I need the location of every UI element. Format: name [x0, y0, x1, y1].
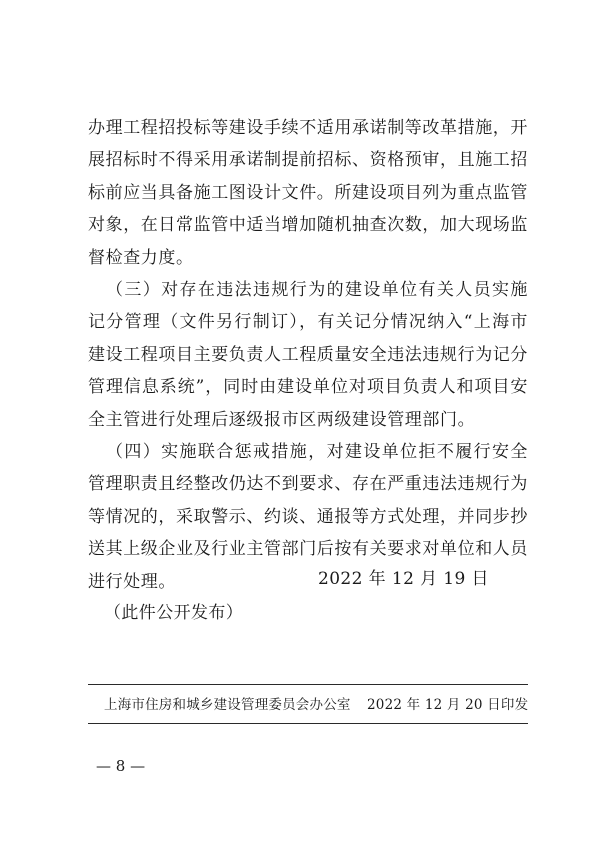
- text-line: 采取警示、约谈、通报等方式处理，并同步抄送其上级企业及: [88, 506, 528, 560]
- text-line: 管理（文件另行制订），有关记分情况纳入“上海市建设工程项: [88, 312, 528, 365]
- document-body: [88, 112, 528, 598]
- document-date: 2022 年 12 月 19 日: [318, 569, 489, 589]
- text-line: （三）对存在违法违规行为的建设单位有关人员实施记分: [88, 280, 528, 333]
- text-line: 标时不得采用承诺制提前招标、资格预审，且施工招标前应当: [88, 150, 529, 203]
- publication-note: （此件公开发布）: [104, 603, 244, 623]
- footer-bottom-rule: [88, 723, 528, 724]
- text-line: 监管中适当增加随机抽查次数，加大现场监督检查力度。: [88, 215, 529, 268]
- paragraph-item-3: [88, 274, 528, 436]
- paragraph-continued: [88, 112, 528, 274]
- text-line: 办理工程招投标等建设手续不适用承诺制等改革措施，开展招: [88, 118, 528, 171]
- text-line: 具备施工图设计文件。所建设项目列为重点监管对象，在日常: [88, 182, 529, 236]
- issuing-office: 上海市住房和城乡建设管理委员会办公室: [104, 697, 351, 713]
- footer-top-rule: [88, 684, 528, 685]
- text-line: 报市区两级建设管理部门。: [264, 409, 476, 430]
- page-number: — 8 —: [96, 757, 146, 775]
- text-line: 行业主管部门后按有关要求对单位和人员进行处理。: [88, 539, 529, 592]
- text-line: 同时由建设单位对项目负责人和项目安全主管进行处理后逐级: [88, 377, 528, 430]
- print-date: 2022 年 12 月 20 日印发: [367, 697, 529, 713]
- text-line: 目主要负责人工程质量安全违法违规行为记分管理信息系统”，: [88, 344, 528, 398]
- text-line: 职责且经整改仍达不到要求、存在严重违法违规行为等情况的，: [88, 474, 529, 527]
- text-line: （四）实施联合惩戒措施，对建设单位拒不履行安全管理: [88, 442, 528, 495]
